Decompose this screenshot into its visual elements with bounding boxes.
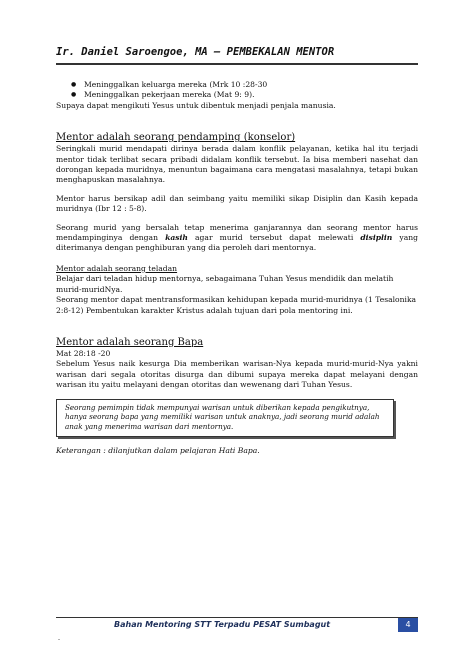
footer-label: Bahan Mentoring STT Terpadu PESAT Sumbagut [114,620,331,629]
paragraph: Seorang mentor dapat mentransformasikan kehidupan kepada murid-muridnya (1 Tesalonika 2:8-12) Pembentukan karakter Kristus adalah tujuan dari pola mentoring ini. [56,295,417,315]
page-number: 4 [398,618,418,632]
paragraph: Mentor harus bersikap adil dan seimbang yaitu memiliki sikap Disiplin dan Kasih kepada muridnya (Ibr 12 : 5-8). [56,193,418,214]
list-item: ● Meninggalkan keluarga mereka (Mrk 10 :28-30 [84,80,418,90]
footer-bar [56,618,418,632]
text-run: agar murid tersebut dapat melewati [187,233,361,243]
section-bapa [56,336,418,456]
scripture-reference: Mat 28:18 -20 [56,348,111,358]
paragraph: Belajar dari teladan hidup mentornya, sebagaimana Tuhan Yesus mendidik dan melatih murid-muridNya. [56,274,394,294]
subsection-title: Mentor adalah seorang teladan [56,263,178,273]
footer-mark: - [58,636,61,643]
section-teladan [56,264,418,316]
section-pendamping [56,131,418,254]
note: Keterangan : dilanjutkan dalam pelajaran Hati Bapa. [56,445,260,455]
text-run: yang diterimanya dengan penghiburan yang dia peroleh dari mentornya. [56,233,418,253]
page-header: Ir. Daniel Saroengoe, MA – PEMBEKALAN MENTOR [56,46,418,65]
paragraph: Seringkali murid mendapati dirinya berada dalam konflik pelayanan, ketika hal itu terjadi mentor tidak terlibat secara pribadi didalam konflik tersebut. Ia bisa memberi nasehat dan dorongan kepada muridnya, menuntun bagaimana cara mengatasi masalahnya, tetapi bukan menghapuskan masalahnya. [56,144,418,185]
emphasis-kasih: kasih [165,233,188,243]
page-footer [56,617,418,632]
emphasis-disiplin: disiplin [360,233,393,243]
intro-closing: Supaya dapat mengikuti Yesus untuk dibentuk menjadi penjala manusia. [56,100,336,110]
list-item: ● Meninggalkan pekerjaan mereka (Mat 9: 9). [84,90,418,100]
quote-box: Seorang pemimpin tidak mempunyai warisan untuk diberikan kepada pengikutnya, hanya seorang bapa yang memiliki warisan untuk anaknya, jadi seorang murid adalah anak yang menerima warisan dari mentornya. [56,399,394,437]
page-content [56,80,418,456]
paragraph [56,223,418,254]
text-run: Seorang murid yang bersalah tetap menerima ganjarannya dan seorang mentor harus mendampinginya dengan [56,222,418,243]
section-title: Mentor adalah seorang pendamping (konselor) [56,132,296,144]
section-title: Mentor adalah seorang Bapa [56,336,204,348]
intro-bullet-list [56,80,418,101]
paragraph: Sebelum Yesus naik kesurga Dia memberikan warisan-Nya kepada murid-murid-Nya yakni warisan dari segala otoritas disurga dan dibumi supaya mereka dapat melayani dengan warisan itu yaitu melayani dengan otoritas dan wewenang dari Tuhan Yesus. [56,359,418,390]
